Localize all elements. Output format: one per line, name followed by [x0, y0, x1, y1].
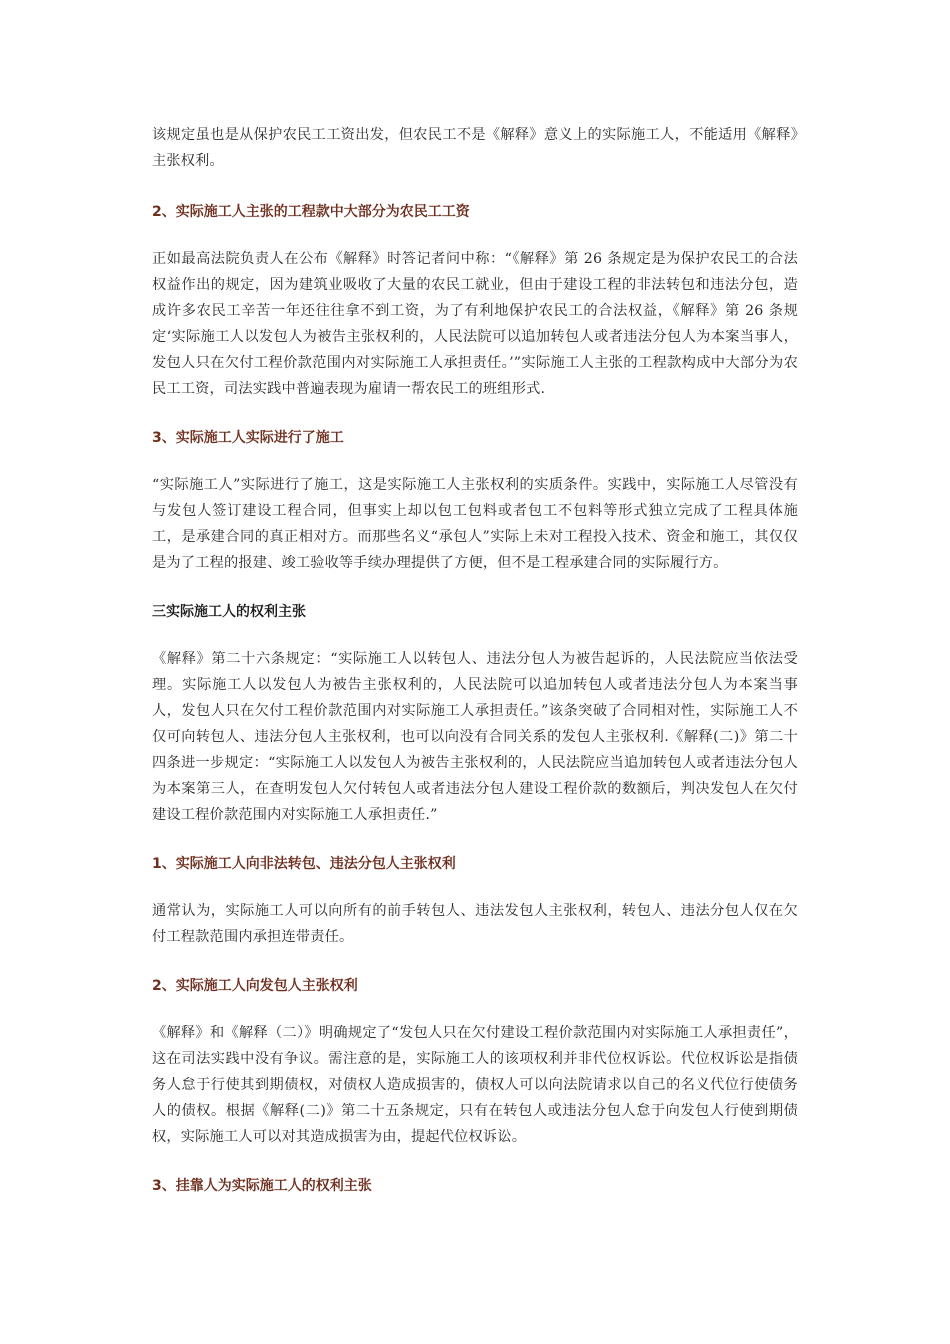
section-heading: 2、实际施工人主张的工程款中大部分为农民工工资: [152, 204, 470, 220]
paragraph: 《解释》和《解释（二）》明确规定了“发包人只在欠付建设工程价款范围内对实际施工人承担责任”，这在司法实践中没有争议。需注意的是，实际施工人的该项权利并非代位权诉讼。代位权诉讼是指债务人怠于行使其到期债权，对债权人造成损害的，债权人可以向法院请求以自己的名义代位行使债务人的债权。根据《解释(二)》第二十五条规定，只有在转包人或违法分包人怠于向发包人行使到期债权，实际施工人可以对其造成损害为由，提起代位权诉讼。: [152, 1025, 798, 1145]
document-body: [152, 122, 798, 1196]
paragraph: 《解释》第二十六条规定：“实际施工人以转包人、违法分包人为被告起诉的，人民法院应当依法受理。实际施工人以发包人为被告主张权利的，人民法院可以追加转包人或者违法分包人为本案当事人，发包人只在欠付工程价款范围内对实际施工人承担责任。”该条突破了合同相对性，实际施工人不仅可向转包人、违法分包人主张权利，也可以向没有合同关系的发包人主张权利.《解释(二)》第二十四条进一步规定：“实际施工人以发包人为被告主张权利的，人民法院应当追加转包人或者违法分包人为本案第三人，在查明发包人欠付转包人或者违法分包人建设工程价款的数额后，判决发包人在欠付建设工程价款范围内对实际施工人承担责任.”: [152, 651, 798, 823]
paragraph: 正如最高法院负责人在公布《解释》时答记者问中称：“《解释》第 26 条规定是为保护农民工的合法权益作出的规定，因为建筑业吸收了大量的农民工就业，但由于建设工程的非法转包和违法分包，造成许多农民工辛苦一年还往往拿不到工资，为了有利地保护农民工的合法权益，《解释》第 26 条规定‘实际施工人以发包人为被告主张权利的，人民法院可以追加转包人或者违法分包人为本案当事人，发包人只在欠付工程价款范围内对实际施工人承担责任。’”实际施工人主张的工程款构成中大部分为农民工工资，司法实践中普遍表现为雇请一帮农民工的班组形式.: [152, 251, 798, 397]
section-heading: 2、实际施工人向发包人主张权利: [152, 978, 358, 994]
section-heading: 1、实际施工人向非法转包、违法分包人主张权利: [152, 856, 456, 872]
paragraph: “实际施工人”实际进行了施工，这是实际施工人主张权利的实质条件。实践中，实际施工人尽管没有与发包人签订建设工程合同，但事实上却以包工包料或者包工不包料等形式独立完成了工程具体施工，是承建合同的真正相对方。而那些名义“承包人”实际上未对工程投入技术、资金和施工，其仅仅是为了工程的报建、竣工验收等手续办理提供了方便，但不是工程承建合同的实际履行方。: [152, 477, 798, 571]
chapter-heading: 三实际施工人的权利主张: [152, 604, 306, 620]
section-heading: 3、挂靠人为实际施工人的权利主张: [152, 1178, 372, 1194]
section-heading: 3、实际施工人实际进行了施工: [152, 430, 344, 446]
paragraph: 该规定虽也是从保护农民工工资出发，但农民工不是《解释》意义上的实际施工人，不能适用《解释》主张权利。: [152, 127, 798, 169]
paragraph: 通常认为，实际施工人可以向所有的前手转包人、违法发包人主张权利，转包人、违法分包人仅在欠付工程款范围内承担连带责任。: [152, 903, 798, 945]
